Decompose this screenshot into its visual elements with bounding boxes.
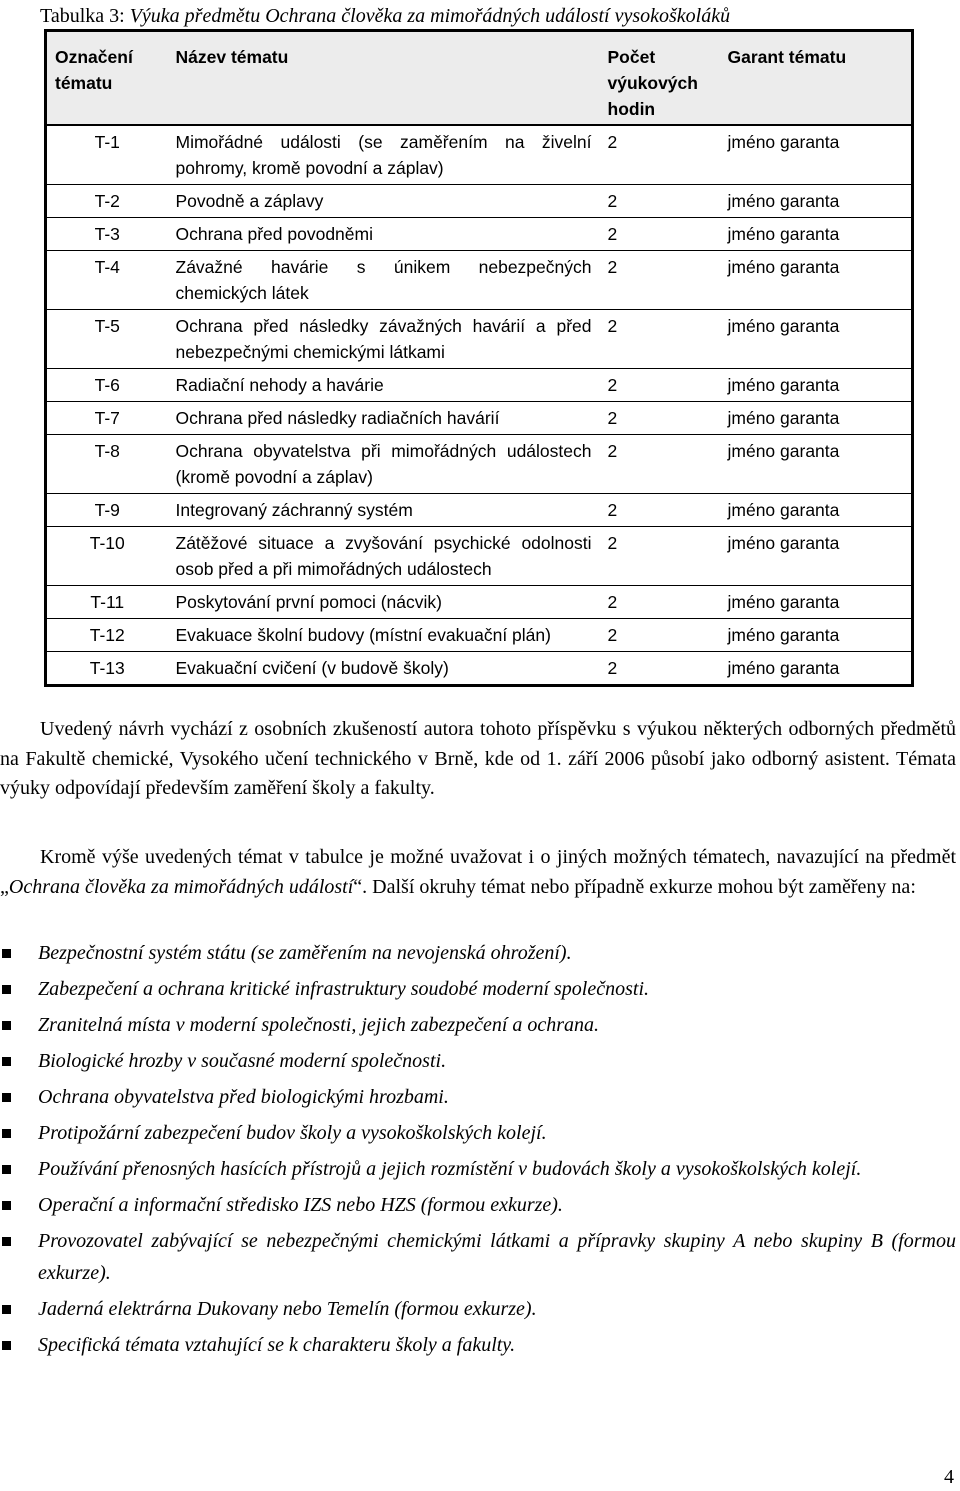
square-bullet-icon: [2, 1201, 11, 1210]
square-bullet-icon: [2, 1093, 11, 1102]
cell-hours: 2: [600, 435, 720, 494]
cell-guarantor: jméno garanta: [720, 619, 913, 652]
cell-guarantor: jméno garanta: [720, 527, 913, 586]
list-item-text: Ochrana obyvatelstva před biologickými hrozbami.: [38, 1086, 449, 1108]
list-item: [0, 1045, 956, 1077]
cell-guarantor: jméno garanta: [720, 218, 913, 251]
square-bullet-icon: [2, 1129, 11, 1138]
cell-hours: 2: [600, 586, 720, 619]
cell-hours: 2: [600, 402, 720, 435]
cell-code: T-12: [46, 619, 168, 652]
paragraph-1: Uvedený návrh vychází z osobních zkušeností autora tohoto příspěvku s výukou některých odborných předmětů na Fakultě chemické, Vysokého učení technického v Brně, kde od 1. září 2006 působí jako odborný asistent. Témata výuky odpovídají především zaměření školy a fakulty.: [0, 718, 956, 799]
list-item: [0, 1009, 956, 1041]
cell-hours: 2: [600, 218, 720, 251]
cell-guarantor: jméno garanta: [720, 185, 913, 218]
paragraph-2-course-name: Ochrana člověka za mimořádných událostí: [8, 875, 354, 898]
cell-guarantor: jméno garanta: [727, 132, 840, 152]
cell-name: Evakuační cvičení (v budově školy): [168, 652, 600, 686]
cell-name: Evakuace školní budovy (místní evakuační plán): [168, 619, 600, 652]
list-item-text: Zranitelná místa v moderní společnosti, jejich zabezpečení a ochrana.: [38, 1014, 600, 1036]
table-row: [46, 494, 913, 527]
cell-name: Ochrana před následky závažných havárií a před nebezpečnými chemickými látkami: [168, 310, 600, 369]
cell-hours: 2: [600, 310, 720, 369]
cell-code: T-5: [46, 310, 168, 369]
paragraph-2-text-b: “. Další okruhy témat nebo případně exkurze mohou být zaměřeny na:: [353, 875, 916, 898]
cell-name: Povodně a záplavy: [168, 185, 600, 218]
square-bullet-icon: [2, 1165, 11, 1174]
cell-guarantor: jméno garanta: [720, 435, 913, 494]
table-row: [46, 619, 913, 652]
table-row: [46, 251, 913, 310]
cell-hours: 2: [600, 619, 720, 652]
table-row: [46, 586, 913, 619]
caption-title: Výuka předmětu Ochrana člověka za mimořádných událostí vysokoškoláků: [129, 5, 731, 27]
square-bullet-icon: [2, 1305, 11, 1314]
cell-code: T-6: [46, 369, 168, 402]
table-row: [46, 652, 913, 686]
cell-guarantor: jméno garanta: [720, 494, 913, 527]
cell-name: Ochrana před povodněmi: [168, 218, 600, 251]
table-row: [46, 435, 913, 494]
square-bullet-icon: [2, 1237, 11, 1246]
cell-hours: 2: [600, 369, 720, 402]
cell-name: Radiační nehody a havárie: [168, 369, 600, 402]
additional-topics-list: [0, 937, 956, 1365]
cell-name: Závažné havárie s únikem nebezpečných chemických látek: [168, 251, 600, 310]
table-row: [46, 369, 913, 402]
table-row: [46, 527, 913, 586]
cell-guarantor: jméno garanta: [720, 652, 913, 686]
table-row: [46, 185, 913, 218]
list-item-text: Specifická témata vztahující se k charakteru školy a fakulty.: [38, 1334, 516, 1356]
caption-label: Tabulka 3:: [40, 5, 130, 27]
square-bullet-icon: [2, 985, 11, 994]
list-item-text: Provozovatel zabývající se nebezpečnými chemickými látkami a přípravky skupiny A nebo skupiny B (formou exkurze).: [38, 1230, 956, 1284]
list-item: [0, 1153, 956, 1185]
cell-hours: 2: [600, 527, 720, 586]
list-item-text: Biologické hrozby v současné moderní společnosti.: [38, 1050, 447, 1072]
list-item: [0, 1293, 956, 1325]
list-item-text: Protipožární zabezpečení budov školy a vysokoškolských kolejí.: [38, 1122, 547, 1144]
list-item: [0, 973, 956, 1005]
cell-guarantor: jméno garanta: [720, 251, 913, 310]
table-body: [46, 125, 913, 686]
cell-code: T-13: [46, 652, 168, 686]
table-row: [46, 218, 913, 251]
square-bullet-icon: [2, 1341, 11, 1350]
cell-hours: 2: [600, 494, 720, 527]
paragraph-2-text-a: Kromě výše uvedených témat v tabulce je možné uvažovat i o jiných možných tématech, navazující na předmět „: [0, 846, 956, 898]
list-item-text: Zabezpečení a ochrana kritické infrastruktury soudobé moderní společnosti.: [38, 978, 650, 1000]
square-bullet-icon: [2, 949, 11, 958]
topics-table: [44, 29, 914, 687]
list-item-text: Používání přenosných hasících přístrojů a jejich rozmístění v budovách školy a vysokoškolských kolejí.: [38, 1158, 862, 1180]
cell-code: T-2: [46, 185, 168, 218]
list-item: [0, 937, 956, 969]
cell-hours: 2: [600, 185, 720, 218]
cell-guarantor: jméno garanta: [720, 402, 913, 435]
header-hours: Počet výukových hodin: [600, 31, 720, 126]
table-row: [46, 310, 913, 369]
cell-name: Poskytování první pomoci (nácvik): [168, 586, 600, 619]
header-name: Název tématu: [168, 31, 600, 126]
square-bullet-icon: [2, 1057, 11, 1066]
cell-code: T-9: [46, 494, 168, 527]
cell-guarantor: jméno garanta: [720, 369, 913, 402]
paragraph-2: [0, 843, 956, 902]
cell-code: T-3: [46, 218, 168, 251]
cell-name: Ochrana před následky radiačních havárií: [168, 402, 600, 435]
square-bullet-icon: [2, 1021, 11, 1030]
list-item-text: Operační a informační středisko IZS nebo HZS (formou exkurze).: [38, 1194, 563, 1216]
header-code: Označení tématu: [46, 31, 168, 126]
table-row: [46, 402, 913, 435]
cell-code: T-10: [46, 527, 168, 586]
cell-name: Zátěžové situace a zvyšování psychické odolnosti osob před a při mimořádných událostech: [168, 527, 600, 586]
cell-name: Ochrana obyvatelstva při mimořádných událostech (kromě povodní a záplav): [168, 435, 600, 494]
list-item: [0, 1081, 956, 1113]
cell-hours: 2: [600, 652, 720, 686]
page-number: 4: [944, 1466, 954, 1488]
table-header-row: [46, 31, 913, 126]
cell-guarantor: jméno garanta: [720, 310, 913, 369]
cell-guarantor: jméno garanta: [720, 586, 913, 619]
list-item-text: Jaderná elektrárna Dukovany nebo Temelín (formou exkurze).: [38, 1298, 537, 1320]
list-item: [0, 1225, 956, 1289]
cell-name: Integrovaný záchranný systém: [168, 494, 600, 527]
table-caption: [40, 4, 960, 28]
cell-code: T-1: [94, 132, 120, 152]
cell-name: Mimořádné události (se zaměřením na živelní pohromy, kromě povodní a záplav): [175, 132, 592, 178]
list-item: [0, 1329, 956, 1361]
cell-hours: 2: [607, 132, 618, 152]
list-item-text: Bezpečnostní systém státu (se zaměřením na nevojenská ohrožení).: [38, 942, 572, 964]
cell-code: T-8: [46, 435, 168, 494]
cell-hours: 2: [600, 251, 720, 310]
header-guarantor: Garant tématu: [720, 31, 913, 126]
cell-code: T-7: [46, 402, 168, 435]
cell-code: T-11: [46, 586, 168, 619]
cell-code: T-4: [46, 251, 168, 310]
table-row: [46, 125, 913, 185]
list-item: [0, 1189, 956, 1221]
list-item: [0, 1117, 956, 1149]
